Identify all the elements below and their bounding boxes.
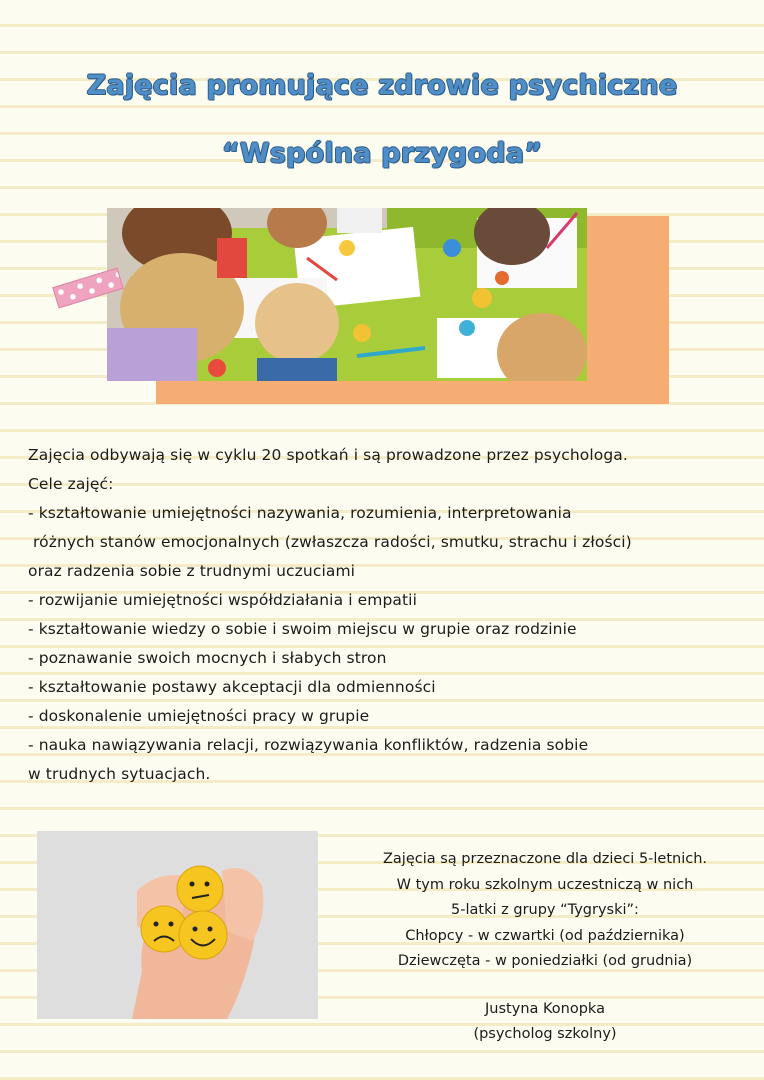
description-line: Zajęcia odbywają się w cyklu 20 spotkań i są prowadzone przez psychologa. [28, 446, 628, 464]
info-line: Chłopcy - w czwartki (od października) [405, 927, 685, 944]
description-line: - rozwijanie umiejętności współdziałania i empatii [28, 591, 417, 609]
info-line: W tym roku szkolnym uczestniczą w nich [396, 876, 694, 893]
emoji-faces-photo [37, 831, 318, 1019]
description-text [28, 441, 738, 789]
description-line: - poznawanie swoich mocnych i słabych stron [28, 649, 387, 667]
participants-info [365, 847, 725, 1048]
spacer [365, 975, 725, 997]
author-name: Justyna Konopka [485, 1000, 605, 1017]
description-line: oraz radzenia sobie z trudnymi uczuciami [28, 562, 356, 580]
info-line: Zajęcia są przeznaczone dla dzieci 5-letnich. [382, 851, 708, 867]
description-line: - kształtowanie postawy akceptacji dla odmienności [28, 678, 436, 696]
description-line: - nauka nawiązywania relacji, rozwiązywania konfliktów, radzenia sobie [28, 736, 589, 754]
page-title: Zajęcia promujące zdrowie psychiczne [86, 70, 678, 101]
children-drawing-photo [107, 208, 587, 381]
description-line: różnych stanów emocjonalnych (zwłaszcza radości, smutku, strachu i złości) [28, 533, 632, 551]
description-line: - kształtowanie wiedzy o sobie i swoim miejscu w grupie oraz rodzinie [28, 620, 577, 638]
author-role: (psycholog szkolny) [473, 1026, 617, 1042]
info-line: Dziewczęta - w poniedziałki (od grudnia) [397, 953, 693, 969]
description-line: Cele zajęć: [28, 475, 114, 493]
description-line: w trudnych sytuacjach. [28, 765, 211, 783]
description-line: - doskonalenie umiejętności pracy w grupie [28, 707, 370, 725]
info-line: 5-latki z grupy “Tygryski”: [451, 902, 639, 918]
description-line: - kształtowanie umiejętności nazywania, rozumienia, interpretowania [28, 504, 572, 522]
page-subtitle: “Wspólna przygoda” [221, 138, 543, 169]
